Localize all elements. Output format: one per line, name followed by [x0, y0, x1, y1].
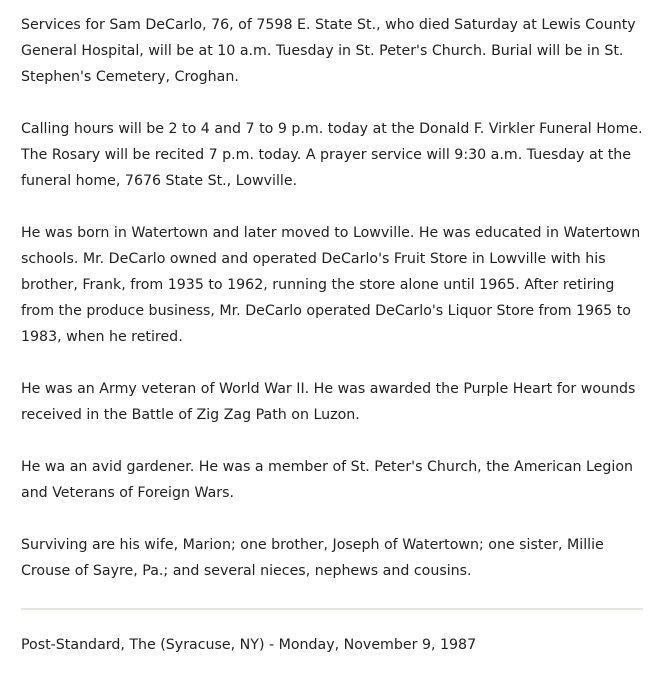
paragraph-calling-hours: Calling hours will be 2 to 4 and 7 to 9 p.m. today at the Donald F. Virkler Funeral Home. The Rosary will be recited 7 p.m. today. A prayer service will 9:30 a.m. Tuesday at the funeral home, 7676 State St., Lowville.	[21, 121, 643, 189]
source-citation: Post-Standard, The (Syracuse, NY) - Monday, November 9, 1987	[21, 637, 477, 653]
paragraph-memberships: He wa an avid gardener. He was a member of St. Peter's Church, the American Legion and Veterans of Foreign Wars.	[21, 459, 634, 501]
paragraph-biography: He was born in Watertown and later moved to Lowville. He was educated in Watertown schools. Mr. DeCarlo owned and operated DeCarlo's Fruit Store in Lowville with his brother, Frank, from 1935 to 1962, running the store alone until 1965. After retiring from the produce business, Mr. DeCarlo operated DeCarlo's Liquor Store from 1965 to 1983, when he retired.	[21, 225, 641, 345]
obituary-article	[21, 12, 646, 610]
paragraph-survivors: Surviving are his wife, Marion; one brother, Joseph of Watertown; one sister, Millie Crouse of Sayre, Pa.; and several nieces, nephews and cousins.	[21, 537, 604, 579]
paragraph-services: Services for Sam DeCarlo, 76, of 7598 E. State St., who died Saturday at Lewis County General Hospital, will be at 10 a.m. Tuesday in St. Peter's Church. Burial will be in St. Stephen's Cemetery, Croghan.	[21, 17, 636, 85]
paragraph-military: He was an Army veteran of World War II. He was awarded the Purple Heart for wounds received in the Battle of Zig Zag Path on Luzon.	[21, 381, 636, 423]
divider	[21, 608, 643, 610]
